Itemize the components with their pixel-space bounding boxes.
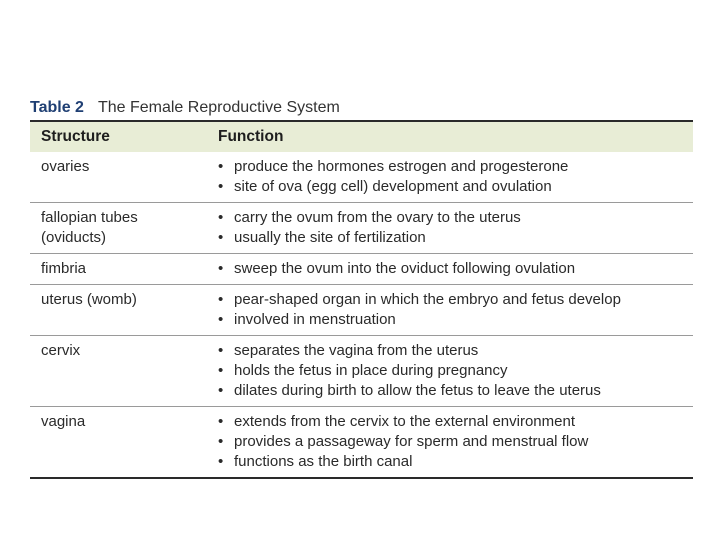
structure-text: (oviducts) [41,229,107,246]
bullet-icon: • [218,433,224,450]
table-title: The Female Reproductive System [97,99,340,116]
function-text: holds the fetus in place during pregnancy [234,362,508,379]
function-item [218,228,693,248]
bullet-icon: • [218,362,224,379]
bullet-icon: • [218,158,224,175]
function-item [218,432,693,452]
function-item [218,412,693,432]
bullet-icon: • [218,291,224,308]
function-cell [218,152,693,202]
function-text: usually the site of fertilization [234,229,426,246]
bullet-icon: • [218,209,224,226]
structure-text: vagina [41,413,86,430]
function-item [218,290,693,310]
structure-cell [30,203,218,253]
header-structure: Structure [41,128,110,145]
table-row [30,407,693,479]
function-text: functions as the birth canal [234,453,413,470]
structure-text: fallopian tubes [41,209,138,226]
function-cell [218,203,693,253]
structure-cell [30,407,218,477]
structure-cell [30,336,218,406]
bullet-icon: • [218,178,224,195]
structure-text: fimbria [41,260,87,277]
table-number: Table 2 [30,99,84,116]
bullet-icon: • [218,382,224,399]
function-item [218,361,693,381]
structure-text: cervix [41,342,81,359]
function-item [218,452,693,472]
structure-cell [30,152,218,202]
bullet-icon: • [218,342,224,359]
function-item [218,310,693,330]
function-text: separates the vagina from the uterus [234,342,479,359]
function-item [218,381,693,401]
table-header-row [30,122,693,152]
structure-cell [30,254,218,284]
function-item [218,157,693,177]
function-cell [218,285,693,335]
function-item [218,208,693,228]
function-item [218,341,693,361]
function-text: sweep the ovum into the oviduct following ovulation [234,260,576,277]
function-text: provides a passageway for sperm and menstrual flow [234,433,589,450]
function-text: site of ova (egg cell) development and ovulation [234,178,552,195]
function-text: dilates during birth to allow the fetus to leave the uterus [234,382,601,399]
function-cell [218,336,693,406]
table-row [30,336,693,407]
function-cell [218,407,693,477]
function-text: involved in menstruation [234,311,396,328]
bullet-icon: • [218,453,224,470]
table-row [30,285,693,336]
bullet-icon: • [218,260,224,277]
structure-text: uterus (womb) [41,291,137,308]
bullet-icon: • [218,413,224,430]
function-item [218,259,693,279]
header-function: Function [218,128,284,145]
function-item [218,177,693,197]
bullet-icon: • [218,311,224,328]
table-body [30,152,693,479]
table-row [30,152,693,203]
bullet-icon: • [218,229,224,246]
structure-text: ovaries [41,158,90,175]
table-row [30,203,693,254]
function-text: produce the hormones estrogen and progesterone [234,158,569,175]
function-cell [218,254,693,284]
table-row [30,254,693,285]
function-text: carry the ovum from the ovary to the uterus [234,209,521,226]
function-text: extends from the cervix to the external environment [234,413,576,430]
reproductive-system-table [30,96,693,479]
table-caption [30,96,693,120]
structure-cell [30,285,218,335]
function-text: pear-shaped organ in which the embryo and fetus develop [234,291,621,308]
